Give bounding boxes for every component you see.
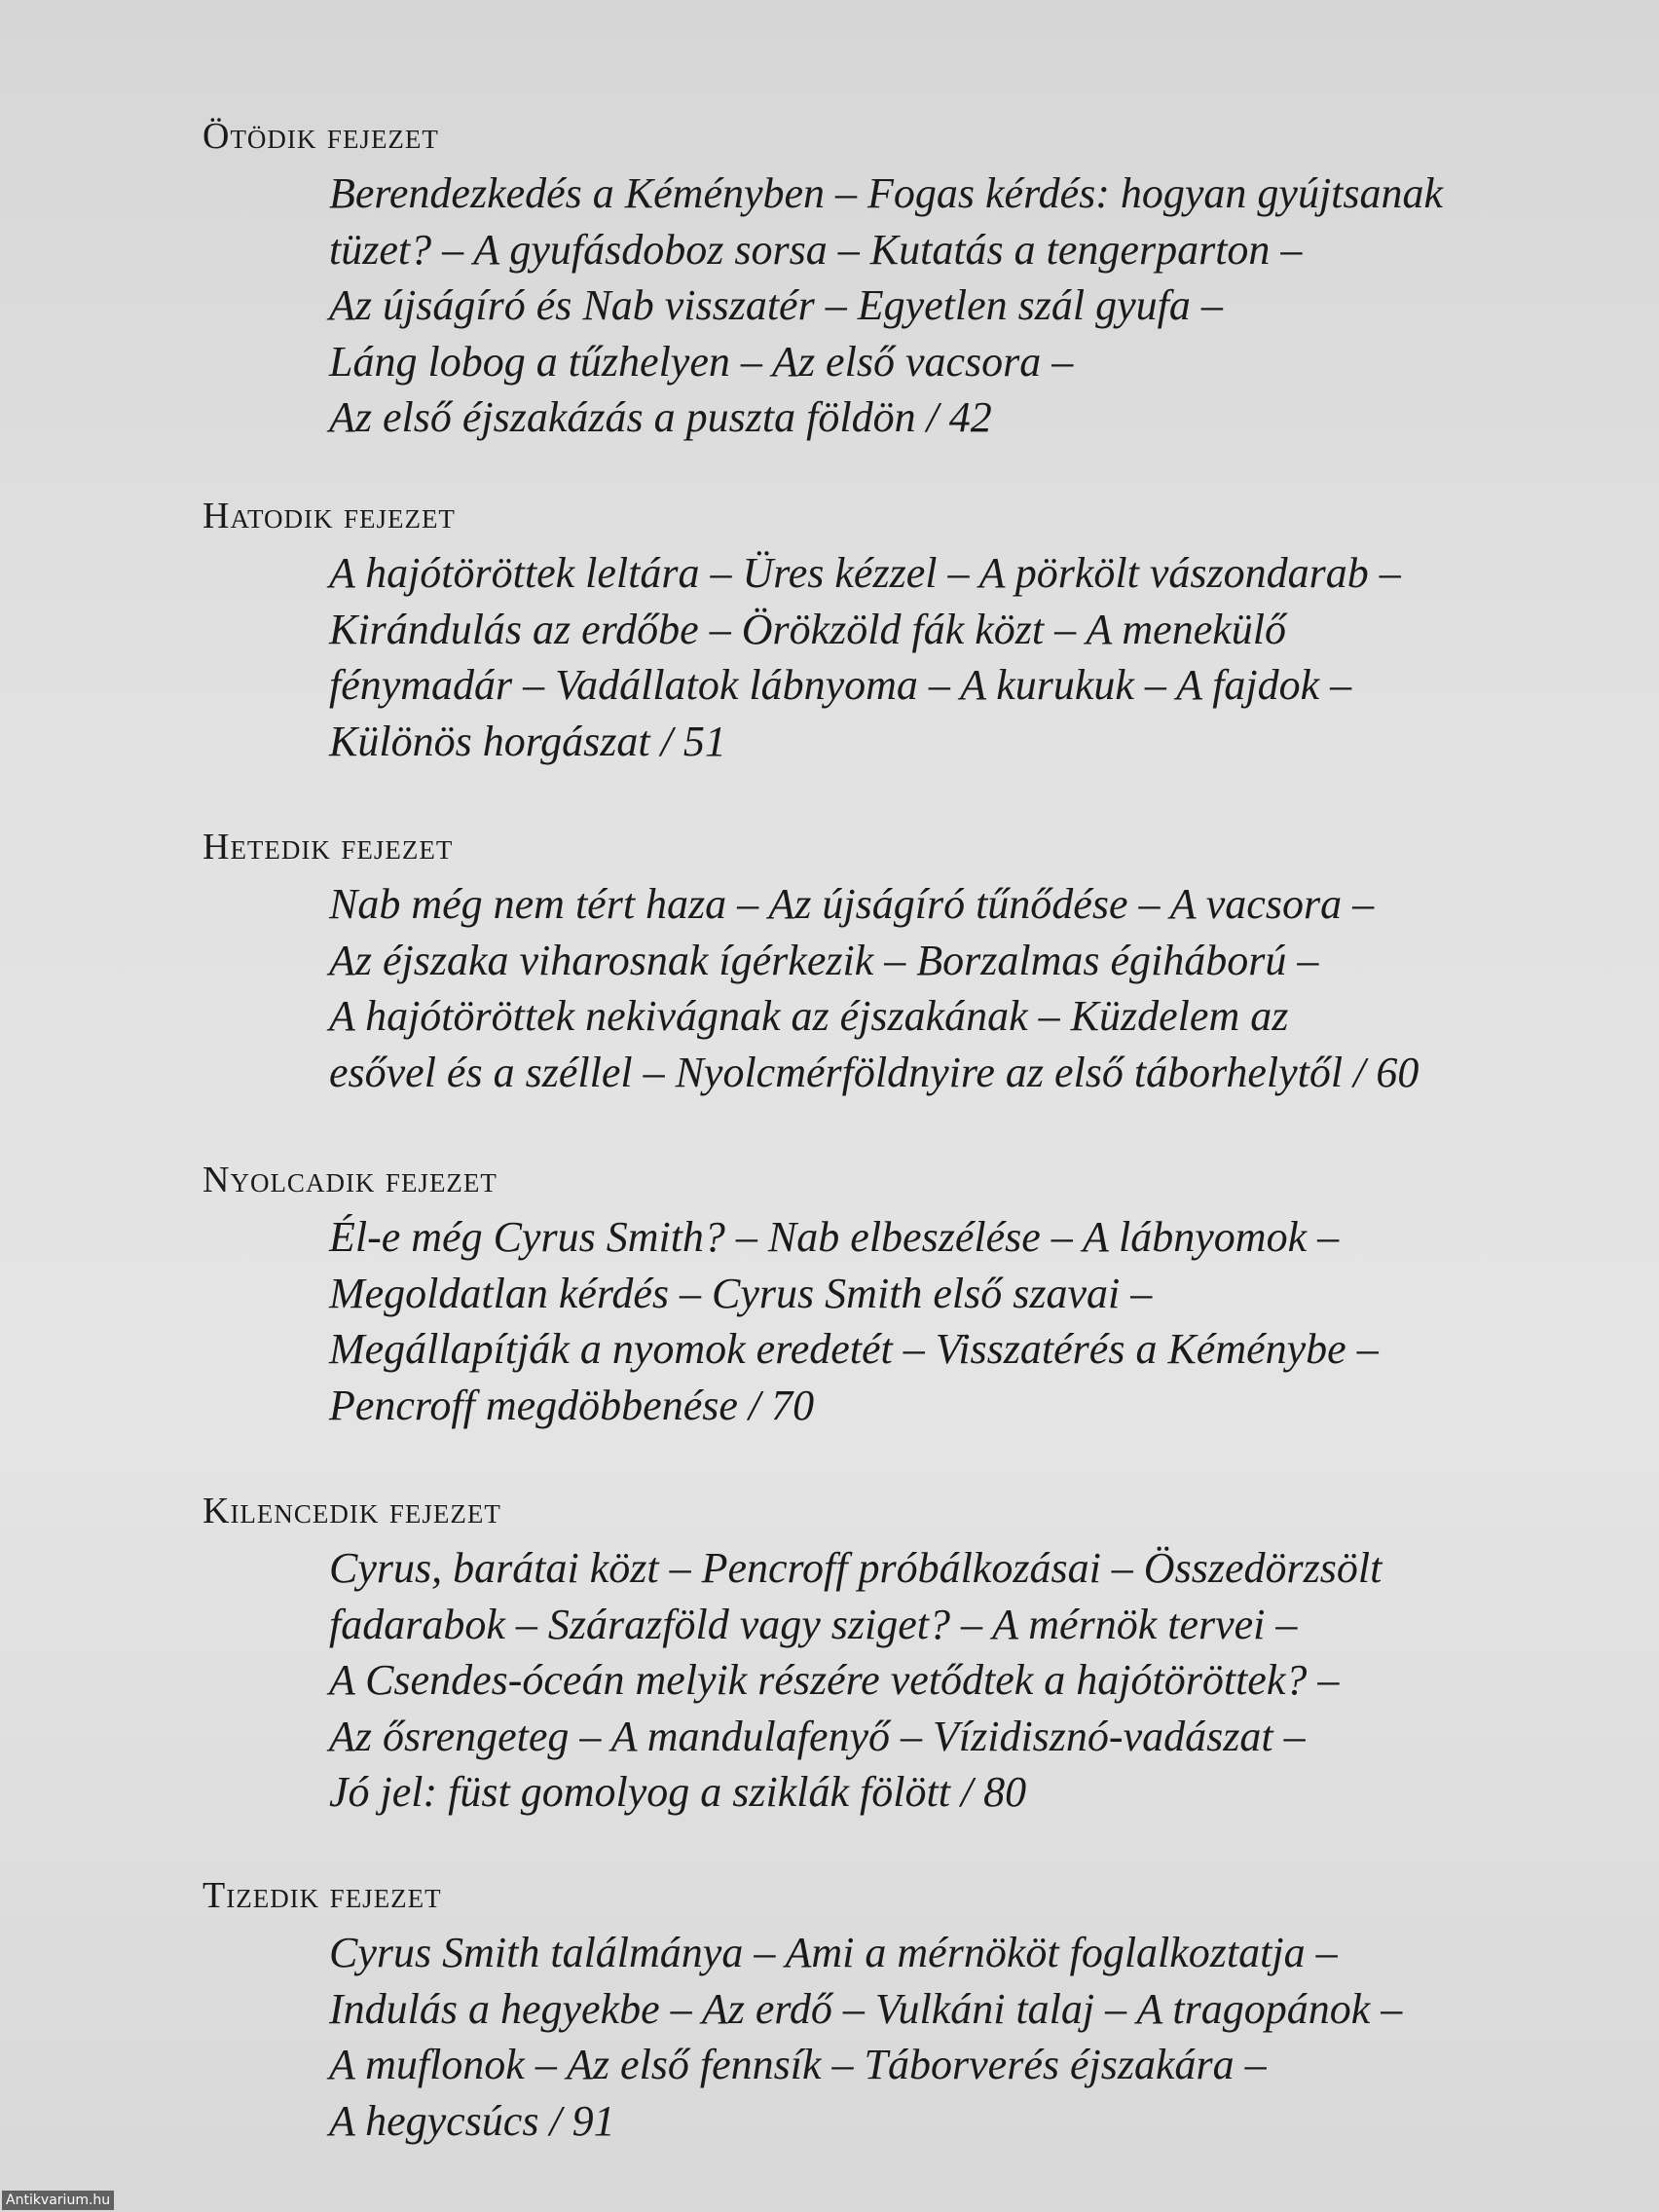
summary-line: Cyrus Smith találmánya – Ami a mérnököt foglalkoztatja – bbox=[329, 1929, 1338, 1976]
summary-line: Jó jel: füst gomolyog a sziklák fölött / 80 bbox=[329, 1768, 1027, 1816]
chapter-title: Hetedik fejezet bbox=[203, 827, 454, 867]
chapter-6 bbox=[203, 495, 1604, 769]
summary-line: fénymadár – Vadállatok lábnyoma – A kurukuk – A fajdok – bbox=[329, 661, 1352, 709]
chapter-summary bbox=[329, 166, 1604, 446]
summary-line: A hajótöröttek nekivágnak az éjszakának – Küzdelem az bbox=[329, 992, 1289, 1040]
chapter-7 bbox=[203, 826, 1604, 1100]
chapter-summary bbox=[329, 876, 1604, 1100]
summary-line: Az első éjszakázás a puszta földön / 42 bbox=[329, 393, 992, 441]
chapter-title: Kilencedik fejezet bbox=[203, 1491, 501, 1531]
summary-line: Kirándulás az erdőbe – Örökzöld fák közt – A menekülő bbox=[329, 605, 1286, 653]
summary-line: Az ősrengeteg – A mandulafenyő – Vízidisznó-vadászat – bbox=[329, 1712, 1306, 1760]
chapter-summary bbox=[329, 1540, 1604, 1821]
chapter-10 bbox=[203, 1874, 1604, 2149]
chapter-5 bbox=[203, 115, 1604, 446]
chapter-title: Tizedik fejezet bbox=[203, 1875, 442, 1916]
summary-line: esővel és a széllel – Nyolcmérföldnyire az első táborhelytől / 60 bbox=[329, 1048, 1419, 1096]
watermark: Antikvarium.hu bbox=[2, 2191, 114, 2210]
summary-line: Láng lobog a tűzhelyen – Az első vacsora – bbox=[329, 337, 1074, 386]
summary-line: fadarabok – Szárazföld vagy sziget? – A mérnök tervei – bbox=[329, 1600, 1298, 1648]
chapter-title: Ötödik fejezet bbox=[203, 116, 439, 157]
summary-line: A hegycsúcs / 91 bbox=[329, 2096, 615, 2145]
summary-line: Cyrus, barátai közt – Pencroff próbálkozásai – Összedörzsölt bbox=[329, 1544, 1382, 1592]
summary-line: A Csendes-óceán melyik részére vetődtek a hajótöröttek? – bbox=[329, 1656, 1340, 1704]
summary-line: Megoldatlan kérdés – Cyrus Smith első szavai – bbox=[329, 1269, 1153, 1317]
chapter-title: Hatodik fejezet bbox=[203, 496, 456, 536]
chapter-9 bbox=[203, 1490, 1604, 1821]
summary-line: A muflonok – Az első fennsík – Táborverés éjszakára – bbox=[329, 2041, 1267, 2088]
chapter-title: Nyolcadik fejezet bbox=[203, 1160, 498, 1200]
summary-line: Az éjszaka viharosnak ígérkezik – Borzalmas égiháború – bbox=[329, 936, 1319, 984]
summary-line: Indulás a hegyekbe – Az erdő – Vulkáni talaj – A tragopánok – bbox=[329, 1984, 1403, 2033]
summary-line: Különös horgászat / 51 bbox=[329, 717, 726, 765]
chapter-summary bbox=[329, 545, 1604, 769]
summary-line: Pencroff megdöbbenése / 70 bbox=[329, 1381, 815, 1429]
chapter-8 bbox=[203, 1159, 1604, 1433]
summary-line: Nab még nem tért haza – Az újságíró tűnődése – A vacsora – bbox=[329, 880, 1375, 928]
summary-line: Az újságíró és Nab visszatér – Egyetlen szál gyufa – bbox=[329, 281, 1223, 329]
summary-line: tüzet? – A gyufásdoboz sorsa – Kutatás a tengerparton – bbox=[329, 225, 1303, 274]
summary-line: Megállapítják a nyomok eredetét – Visszatérés a Kéménybe – bbox=[329, 1325, 1379, 1373]
chapter-summary bbox=[329, 1925, 1604, 2149]
summary-line: A hajótöröttek leltára – Üres kézzel – A pörkölt vászondarab – bbox=[329, 549, 1401, 597]
summary-line: Él-e még Cyrus Smith? – Nab elbeszélése – A lábnyomok – bbox=[329, 1213, 1340, 1261]
summary-line: Berendezkedés a Kéményben – Fogas kérdés: hogyan gyújtsanak bbox=[329, 169, 1444, 217]
chapter-summary bbox=[329, 1209, 1604, 1433]
